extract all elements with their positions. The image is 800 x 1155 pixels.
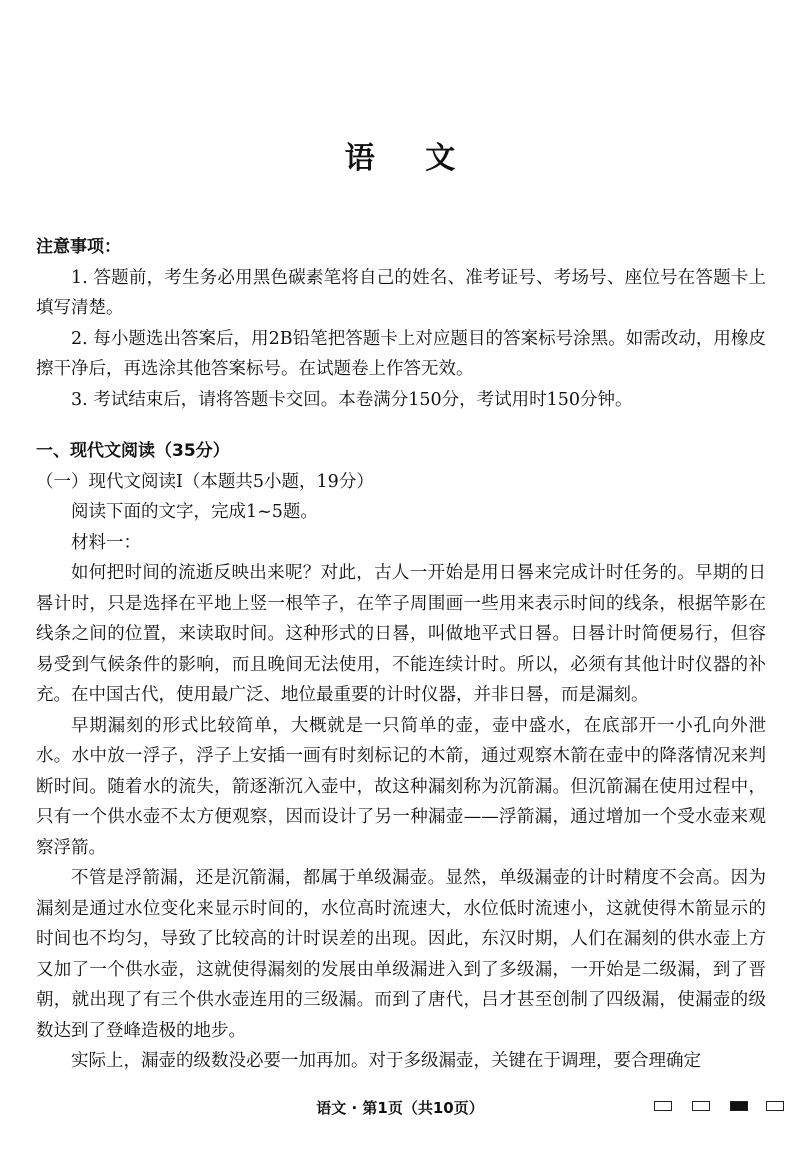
notice-item-3: 3. 考试结束后，请将答题卡交回。本卷满分150分，考试用时150分钟。 <box>71 389 633 410</box>
notice-item-1: 1. 答题前，考生务必用黑色碳素笔将自己的姓名、准考证号、考场号、座位号在答题卡上填写清楚。 <box>36 267 766 318</box>
passage-paragraph: 实际上，漏壶的级数没必要一加再加。对于多级漏壶，关键在于调理，要合理确定 <box>71 1051 701 1071</box>
section-heading: 一、现代文阅读（35分） <box>36 441 230 461</box>
passage-paragraph: 不管是浮箭漏，还是沉箭漏，都属于单级漏壶。显然，单级漏壶的计时精度不会高。因为漏刻是通过水位变化来显示时间的，水位高时流速大，水位低时流速小，这就使得木箭显示的时间也不均匀，导致了比较高的计时误差的出现。因此，东汉时期，人们在漏刻的供水壶上方又加了一个供水壶，这就使得漏刻的发展由单级漏进入到了多级漏，一开始是二级漏，到了晋朝，就出现了有三个供水壶连用的三级漏。而到了唐代，吕才甚至创制了四级漏，使漏壶的级数达到了登峰造极的地步。 <box>36 868 766 1041</box>
passage-paragraph: 早期漏刻的形式比较简单，大概就是一只简单的壶，壶中盛水，在底部开一小孔向外泄水。水中放一浮子，浮子上安插一画有时刻标记的木箭，通过观察木箭在壶中的降落情况来判断时间。随着水的流失，箭逐渐沉入壶中，故这种漏刻称为沉箭漏。但沉箭漏在使用过程中，只有一个供水壶不太方便观察，因而设计了另一种漏壶——浮箭漏，通过增加一个受水壶来观察浮箭。 <box>36 715 766 858</box>
sub-section-heading: （一）现代文阅读Ⅰ（本题共5小题，19分） <box>36 471 374 492</box>
page-title: 语 文 <box>344 141 476 176</box>
empty-square-mark <box>692 1101 710 1111</box>
notice-heading: 注意事项： <box>36 237 121 257</box>
passage-paragraph: 如何把时间的流逝反映出来呢？对此，古人一开始是用日晷来完成计时任务的。早期的日晷计时，只是选择在平地上竖一根竿子，在竿子周围画一些用来表示时间的线条，根据竿影在线条之间的位置，来读取时间。这种形式的日晷，叫做地平式日晷。日晷计时简便易行，但容易受到气候条件的影响，而且晚间无法使用，不能连续计时。所以，必须有其他计时仪器的补充。在中国古代，使用最广泛、地位最重要的计时仪器，并非日晷，而是漏刻。 <box>36 563 766 705</box>
notice-item-2: 2. 每小题选出答案后，用2B铅笔把答题卡上对应题目的答案标号涂黑。如需改动，用橡皮擦干净后，再选涂其他答案标号。在试题卷上作答无效。 <box>36 328 766 379</box>
material-label: 材料一： <box>71 532 141 553</box>
reading-instruction: 阅读下面的文字，完成1~5题。 <box>71 502 318 522</box>
empty-square-mark <box>766 1101 784 1111</box>
notice-section <box>36 232 766 415</box>
page-number-footer: 语文 · 第1页（共10页） <box>316 1099 484 1117</box>
filled-square-mark <box>730 1101 748 1111</box>
empty-square-mark <box>654 1101 672 1111</box>
reading-section <box>36 436 766 1077</box>
footer-marks <box>654 1101 784 1115</box>
